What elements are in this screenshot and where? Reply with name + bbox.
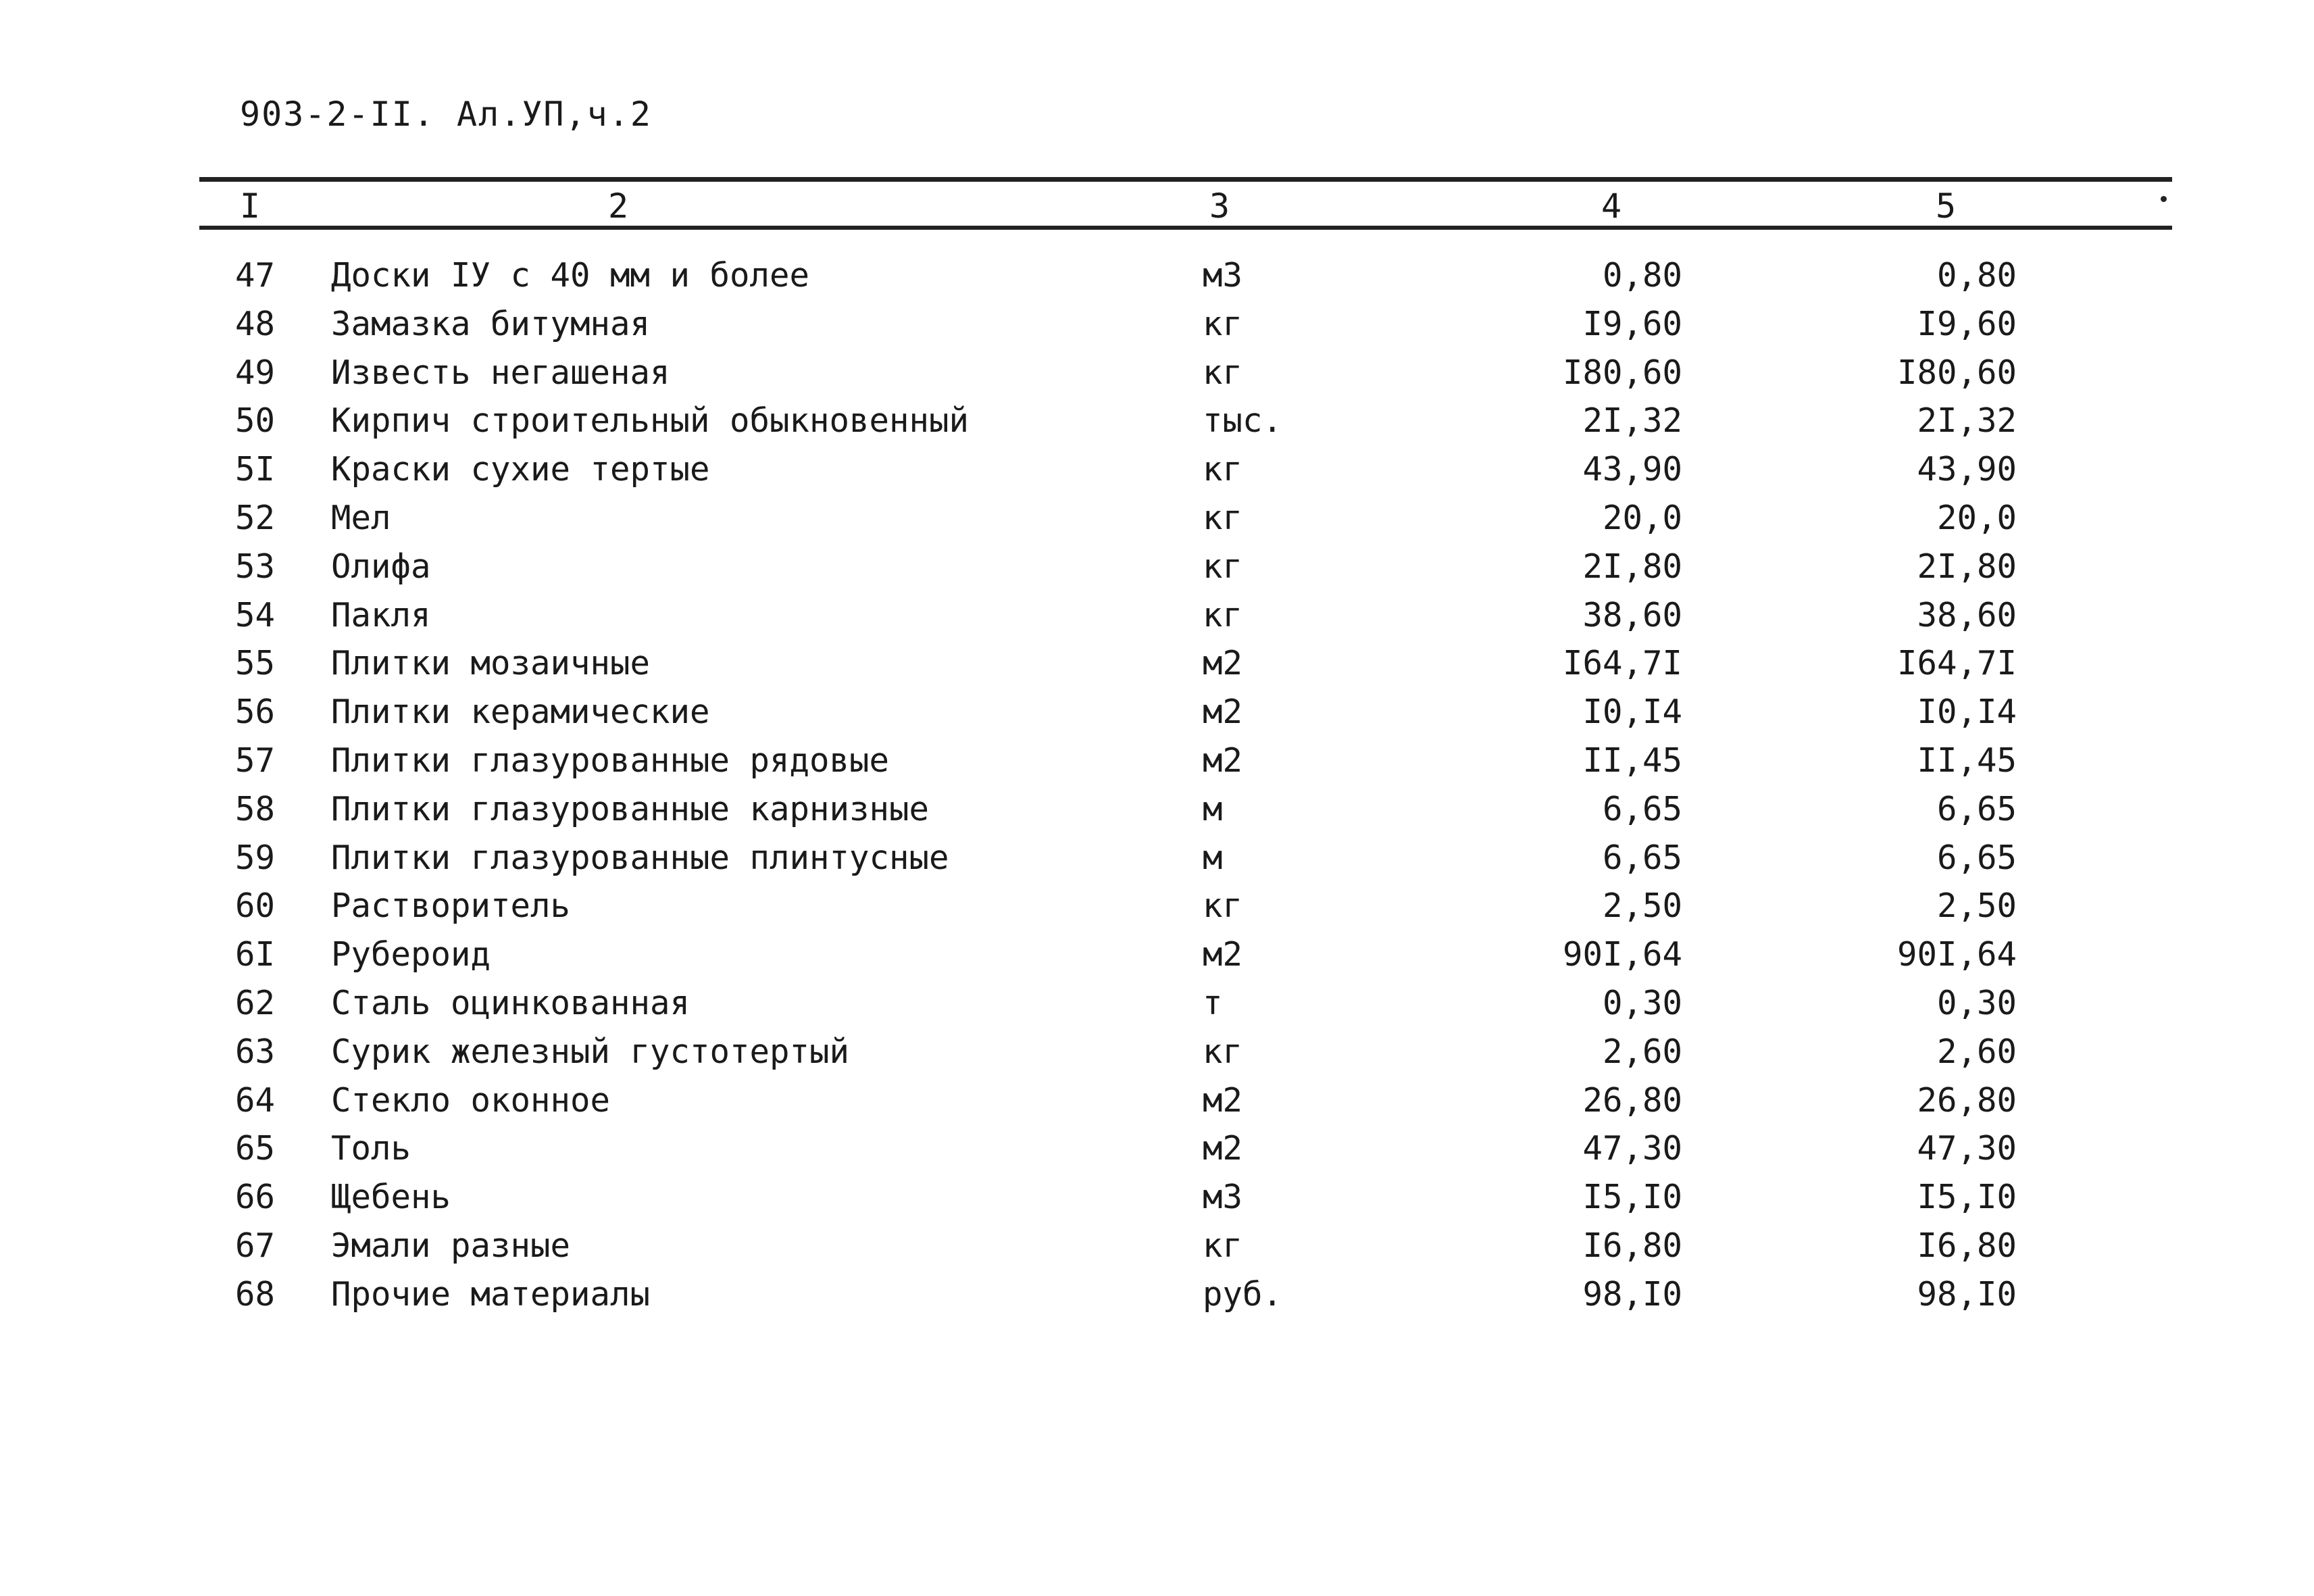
unit-of-measure: кг	[1203, 547, 1243, 586]
quantity-column-5: 2I,32	[1917, 401, 2017, 441]
table-row	[0, 349, 2314, 397]
unit-of-measure: кг	[1203, 1226, 1243, 1265]
quantity-column-4: II,45	[1582, 741, 1682, 780]
quantity-column-4: 47,30	[1582, 1129, 1682, 1168]
document-code-header: 903-2-II. Ал.УП,ч.2	[240, 95, 652, 134]
quantity-column-5: 47,30	[1917, 1129, 2017, 1168]
unit-of-measure: кг	[1203, 498, 1243, 537]
quantity-column-4: I80,60	[1562, 353, 1682, 392]
quantity-column-5: I64,7I	[1896, 644, 2017, 683]
table-header-rule	[199, 226, 2172, 230]
quantity-column-4: 2I,80	[1582, 547, 1682, 586]
quantity-column-5: I9,60	[1917, 304, 2017, 343]
quantity-column-5: 0,80	[1936, 256, 2017, 295]
quantity-column-4: 98,I0	[1582, 1274, 1682, 1314]
material-name: Сурик железный густотертый	[331, 1032, 850, 1071]
row-number: 6I	[235, 935, 276, 974]
quantity-column-5: 98,I0	[1917, 1274, 2017, 1314]
quantity-column-5: 43,90	[1917, 450, 2017, 489]
quantity-column-5: 6,65	[1936, 789, 2017, 828]
margin-dot	[2161, 196, 2167, 202]
material-name: Эмали разные	[331, 1226, 571, 1265]
quantity-column-4: 2,60	[1602, 1032, 1682, 1071]
material-name: Замазка битумная	[331, 304, 651, 343]
material-name: Плитки глазурованные плинтусные	[331, 838, 949, 877]
quantity-column-4: I0,I4	[1582, 693, 1682, 732]
column-header-2: 2	[607, 186, 629, 226]
row-number: 64	[235, 1080, 276, 1120]
table-row	[0, 1222, 2314, 1270]
quantity-column-5: 2,60	[1936, 1032, 2017, 1071]
quantity-column-4: I5,I0	[1582, 1178, 1682, 1217]
table-row	[0, 785, 2314, 834]
row-number: 48	[235, 304, 276, 343]
materials-table-body	[0, 251, 2314, 1319]
quantity-column-5: 20,0	[1936, 498, 2017, 537]
quantity-column-4: 90I,64	[1562, 935, 1682, 974]
row-number: 65	[235, 1129, 276, 1168]
quantity-column-4: 38,60	[1582, 595, 1682, 634]
unit-of-measure: кг	[1203, 887, 1243, 926]
row-number: 66	[235, 1178, 276, 1217]
unit-of-measure: кг	[1203, 450, 1243, 489]
table-row	[0, 1173, 2314, 1222]
unit-of-measure: кг	[1203, 304, 1243, 343]
unit-of-measure: м2	[1203, 1129, 1243, 1168]
table-row	[0, 1270, 2314, 1319]
material-name: Растворитель	[331, 887, 571, 926]
material-name: Пакля	[331, 595, 431, 634]
row-number: 49	[235, 353, 276, 392]
table-row	[0, 1124, 2314, 1173]
material-name: Толь	[331, 1129, 411, 1168]
quantity-column-5: 90I,64	[1896, 935, 2017, 974]
material-name: Стекло оконное	[331, 1080, 611, 1120]
material-name: Олифа	[331, 547, 431, 586]
unit-of-measure: кг	[1203, 595, 1243, 634]
material-name: Плитки керамические	[331, 693, 710, 732]
table-row	[0, 688, 2314, 737]
unit-of-measure: т	[1203, 983, 1223, 1022]
quantity-column-4: 2I,32	[1582, 401, 1682, 441]
quantity-column-5: I6,80	[1917, 1226, 2017, 1265]
material-name: Мел	[331, 498, 391, 537]
quantity-column-4: I6,80	[1582, 1226, 1682, 1265]
quantity-column-5: 26,80	[1917, 1080, 2017, 1120]
row-number: 50	[235, 401, 276, 441]
row-number: 47	[235, 256, 276, 295]
unit-of-measure: м2	[1203, 1080, 1243, 1120]
row-number: 53	[235, 547, 276, 586]
table-row	[0, 1076, 2314, 1125]
quantity-column-4: 0,30	[1602, 983, 1682, 1022]
column-header-3: 3	[1209, 186, 1230, 226]
table-row	[0, 494, 2314, 543]
table-row	[0, 300, 2314, 349]
unit-of-measure: м3	[1203, 1178, 1243, 1217]
quantity-column-4: 26,80	[1582, 1080, 1682, 1120]
row-number: 52	[235, 498, 276, 537]
quantity-column-5: 6,65	[1936, 838, 2017, 877]
material-name: Сталь оцинкованная	[331, 983, 690, 1022]
quantity-column-4: I64,7I	[1562, 644, 1682, 683]
column-header-1: I	[239, 186, 261, 226]
unit-of-measure: м2	[1203, 741, 1243, 780]
quantity-column-5: I5,I0	[1917, 1178, 2017, 1217]
quantity-column-4: 20,0	[1602, 498, 1682, 537]
row-number: 62	[235, 983, 276, 1022]
row-number: 59	[235, 838, 276, 877]
table-top-rule	[199, 177, 2172, 182]
quantity-column-4: I9,60	[1582, 304, 1682, 343]
row-number: 54	[235, 595, 276, 634]
quantity-column-5: 38,60	[1917, 595, 2017, 634]
row-number: 63	[235, 1032, 276, 1071]
material-name: Кирпич строительный обыкновенный	[331, 401, 970, 441]
unit-of-measure: кг	[1203, 353, 1243, 392]
material-name: Краски сухие тертые	[331, 450, 710, 489]
row-number: 57	[235, 741, 276, 780]
row-number: 55	[235, 644, 276, 683]
quantity-column-5: 2I,80	[1917, 547, 2017, 586]
quantity-column-4: 6,65	[1602, 838, 1682, 877]
table-row	[0, 882, 2314, 930]
unit-of-measure: м2	[1203, 644, 1243, 683]
table-row	[0, 591, 2314, 640]
material-name: Плитки глазурованные рядовые	[331, 741, 890, 780]
table-row	[0, 979, 2314, 1028]
column-header-4: 4	[1601, 186, 1622, 226]
row-number: 5I	[235, 450, 276, 489]
material-name: Плитки мозаичные	[331, 644, 651, 683]
table-row	[0, 1028, 2314, 1076]
material-name: Доски IУ с 40 мм и более	[331, 256, 810, 295]
quantity-column-4: 0,80	[1602, 256, 1682, 295]
table-row	[0, 930, 2314, 979]
unit-of-measure: м	[1203, 838, 1223, 877]
row-number: 56	[235, 693, 276, 732]
unit-of-measure: руб.	[1203, 1274, 1283, 1314]
material-name: Рубероид	[331, 935, 491, 974]
table-row	[0, 445, 2314, 494]
unit-of-measure: тыс.	[1203, 401, 1283, 441]
unit-of-measure: м3	[1203, 256, 1243, 295]
quantity-column-5: 0,30	[1936, 983, 2017, 1022]
material-name: Известь негашеная	[331, 353, 670, 392]
quantity-column-5: 2,50	[1936, 887, 2017, 926]
material-name: Щебень	[331, 1178, 451, 1217]
quantity-column-5: II,45	[1917, 741, 2017, 780]
quantity-column-5: I80,60	[1896, 353, 2017, 392]
table-row	[0, 639, 2314, 688]
table-row	[0, 251, 2314, 300]
quantity-column-4: 6,65	[1602, 789, 1682, 828]
quantity-column-4: 43,90	[1582, 450, 1682, 489]
table-row	[0, 834, 2314, 882]
row-number: 58	[235, 789, 276, 828]
material-name: Прочие материалы	[331, 1274, 651, 1314]
table-row	[0, 397, 2314, 445]
unit-of-measure: м	[1203, 789, 1223, 828]
quantity-column-4: 2,50	[1602, 887, 1682, 926]
row-number: 67	[235, 1226, 276, 1265]
row-number: 60	[235, 887, 276, 926]
material-name: Плитки глазурованные карнизные	[331, 789, 930, 828]
quantity-column-5: I0,I4	[1917, 693, 2017, 732]
row-number: 68	[235, 1274, 276, 1314]
table-row	[0, 543, 2314, 591]
unit-of-measure: кг	[1203, 1032, 1243, 1071]
unit-of-measure: м2	[1203, 693, 1243, 732]
unit-of-measure: м2	[1203, 935, 1243, 974]
table-row	[0, 737, 2314, 785]
column-header-5: 5	[1935, 186, 1957, 226]
